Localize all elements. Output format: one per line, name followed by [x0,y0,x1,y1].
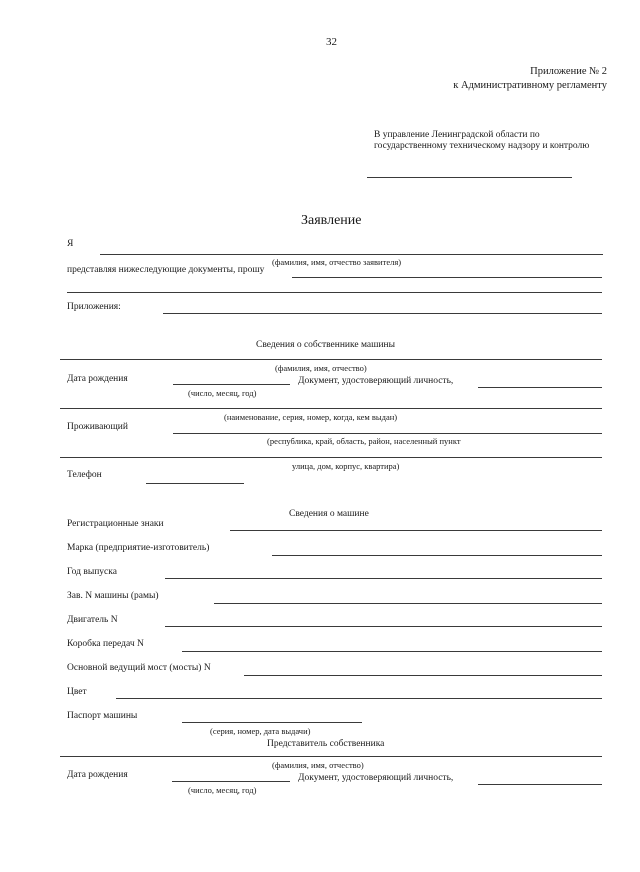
street-line[interactable] [60,457,602,458]
request-line-2[interactable] [67,292,602,293]
addressee-text: В управление Ленинградской области по государственному техническому надзору и контролю [374,130,590,151]
year-line[interactable] [165,578,602,579]
submit-text: представляя нижеследующие документы, прошу [67,265,265,275]
passport-label: Паспорт машины [67,711,138,721]
appendix-subtitle: к Административному регламенту [453,80,607,91]
page-number: 32 [326,36,337,48]
drive-axle-label: Основной ведущий мост (мосты) N [67,663,211,673]
color-line[interactable] [116,698,602,699]
serial-number-line[interactable] [214,603,602,604]
owner-document-line[interactable] [60,408,602,409]
machine-section-heading: Сведения о машине [289,509,369,519]
make-label: Марка (предприятие-изготовитель) [67,543,210,553]
phone-label: Телефон [67,470,102,480]
engine-line[interactable] [165,626,602,627]
region-caption: (республика, край, область, район, населенный пункт [267,436,461,446]
attachments-line[interactable] [163,313,602,314]
owner-birth-date-label: Дата рождения [67,374,128,384]
drive-axle-line[interactable] [244,675,602,676]
year-label: Год выпуска [67,567,117,577]
owner-document-caption: (наименование, серия, номер, когда, кем выдан) [224,412,398,422]
representative-name-caption: (фамилия, имя, отчество) [272,760,364,770]
registration-plates-label: Регистрационные знаки [67,519,164,529]
street-caption: улица, дом, корпус, квартира) [292,461,400,471]
representative-document-label: Документ, удостоверяющий личность, [298,773,454,783]
representative-birth-date-line[interactable] [172,781,290,782]
form-title: Заявление [301,213,362,228]
appendix-title: Приложение № 2 [530,66,607,77]
phone-line[interactable] [146,483,244,484]
applicant-name-caption: (фамилия, имя, отчество заявителя) [272,257,402,267]
addressee-blank-line[interactable] [367,177,572,178]
engine-label: Двигатель N [67,615,118,625]
gearbox-line[interactable] [182,651,602,652]
representative-date-caption: (число, месяц, год) [188,785,257,795]
owner-name-caption: (фамилия, имя, отчество) [275,363,367,373]
residing-label: Проживающий [67,422,128,432]
attachments-label: Приложения: [67,302,121,312]
owner-birth-date-line[interactable] [173,384,290,385]
serial-number-label: Зав. N машины (рамы) [67,591,159,601]
passport-caption: (серия, номер, дата выдачи) [210,726,311,736]
residing-line[interactable] [173,433,602,434]
owner-document-line-short[interactable] [478,387,602,388]
registration-plates-line[interactable] [230,530,602,531]
representative-document-line[interactable] [478,784,602,785]
request-line-1[interactable] [292,277,602,278]
representative-name-line[interactable] [60,756,602,757]
ya-label: Я [67,239,74,249]
make-line[interactable] [272,555,602,556]
owner-date-caption: (число, месяц, год) [188,388,257,398]
color-label: Цвет [67,687,87,697]
gearbox-label: Коробка передач N [67,639,144,649]
owner-document-label: Документ, удостоверяющий личность, [298,376,454,386]
representative-section-heading: Представитель собственника [267,739,385,749]
owner-section-heading: Сведения о собственнике машины [256,340,396,350]
representative-birth-date-label: Дата рождения [67,770,128,780]
owner-name-line[interactable] [60,359,602,360]
passport-line[interactable] [182,722,362,723]
applicant-name-line[interactable] [100,254,603,255]
